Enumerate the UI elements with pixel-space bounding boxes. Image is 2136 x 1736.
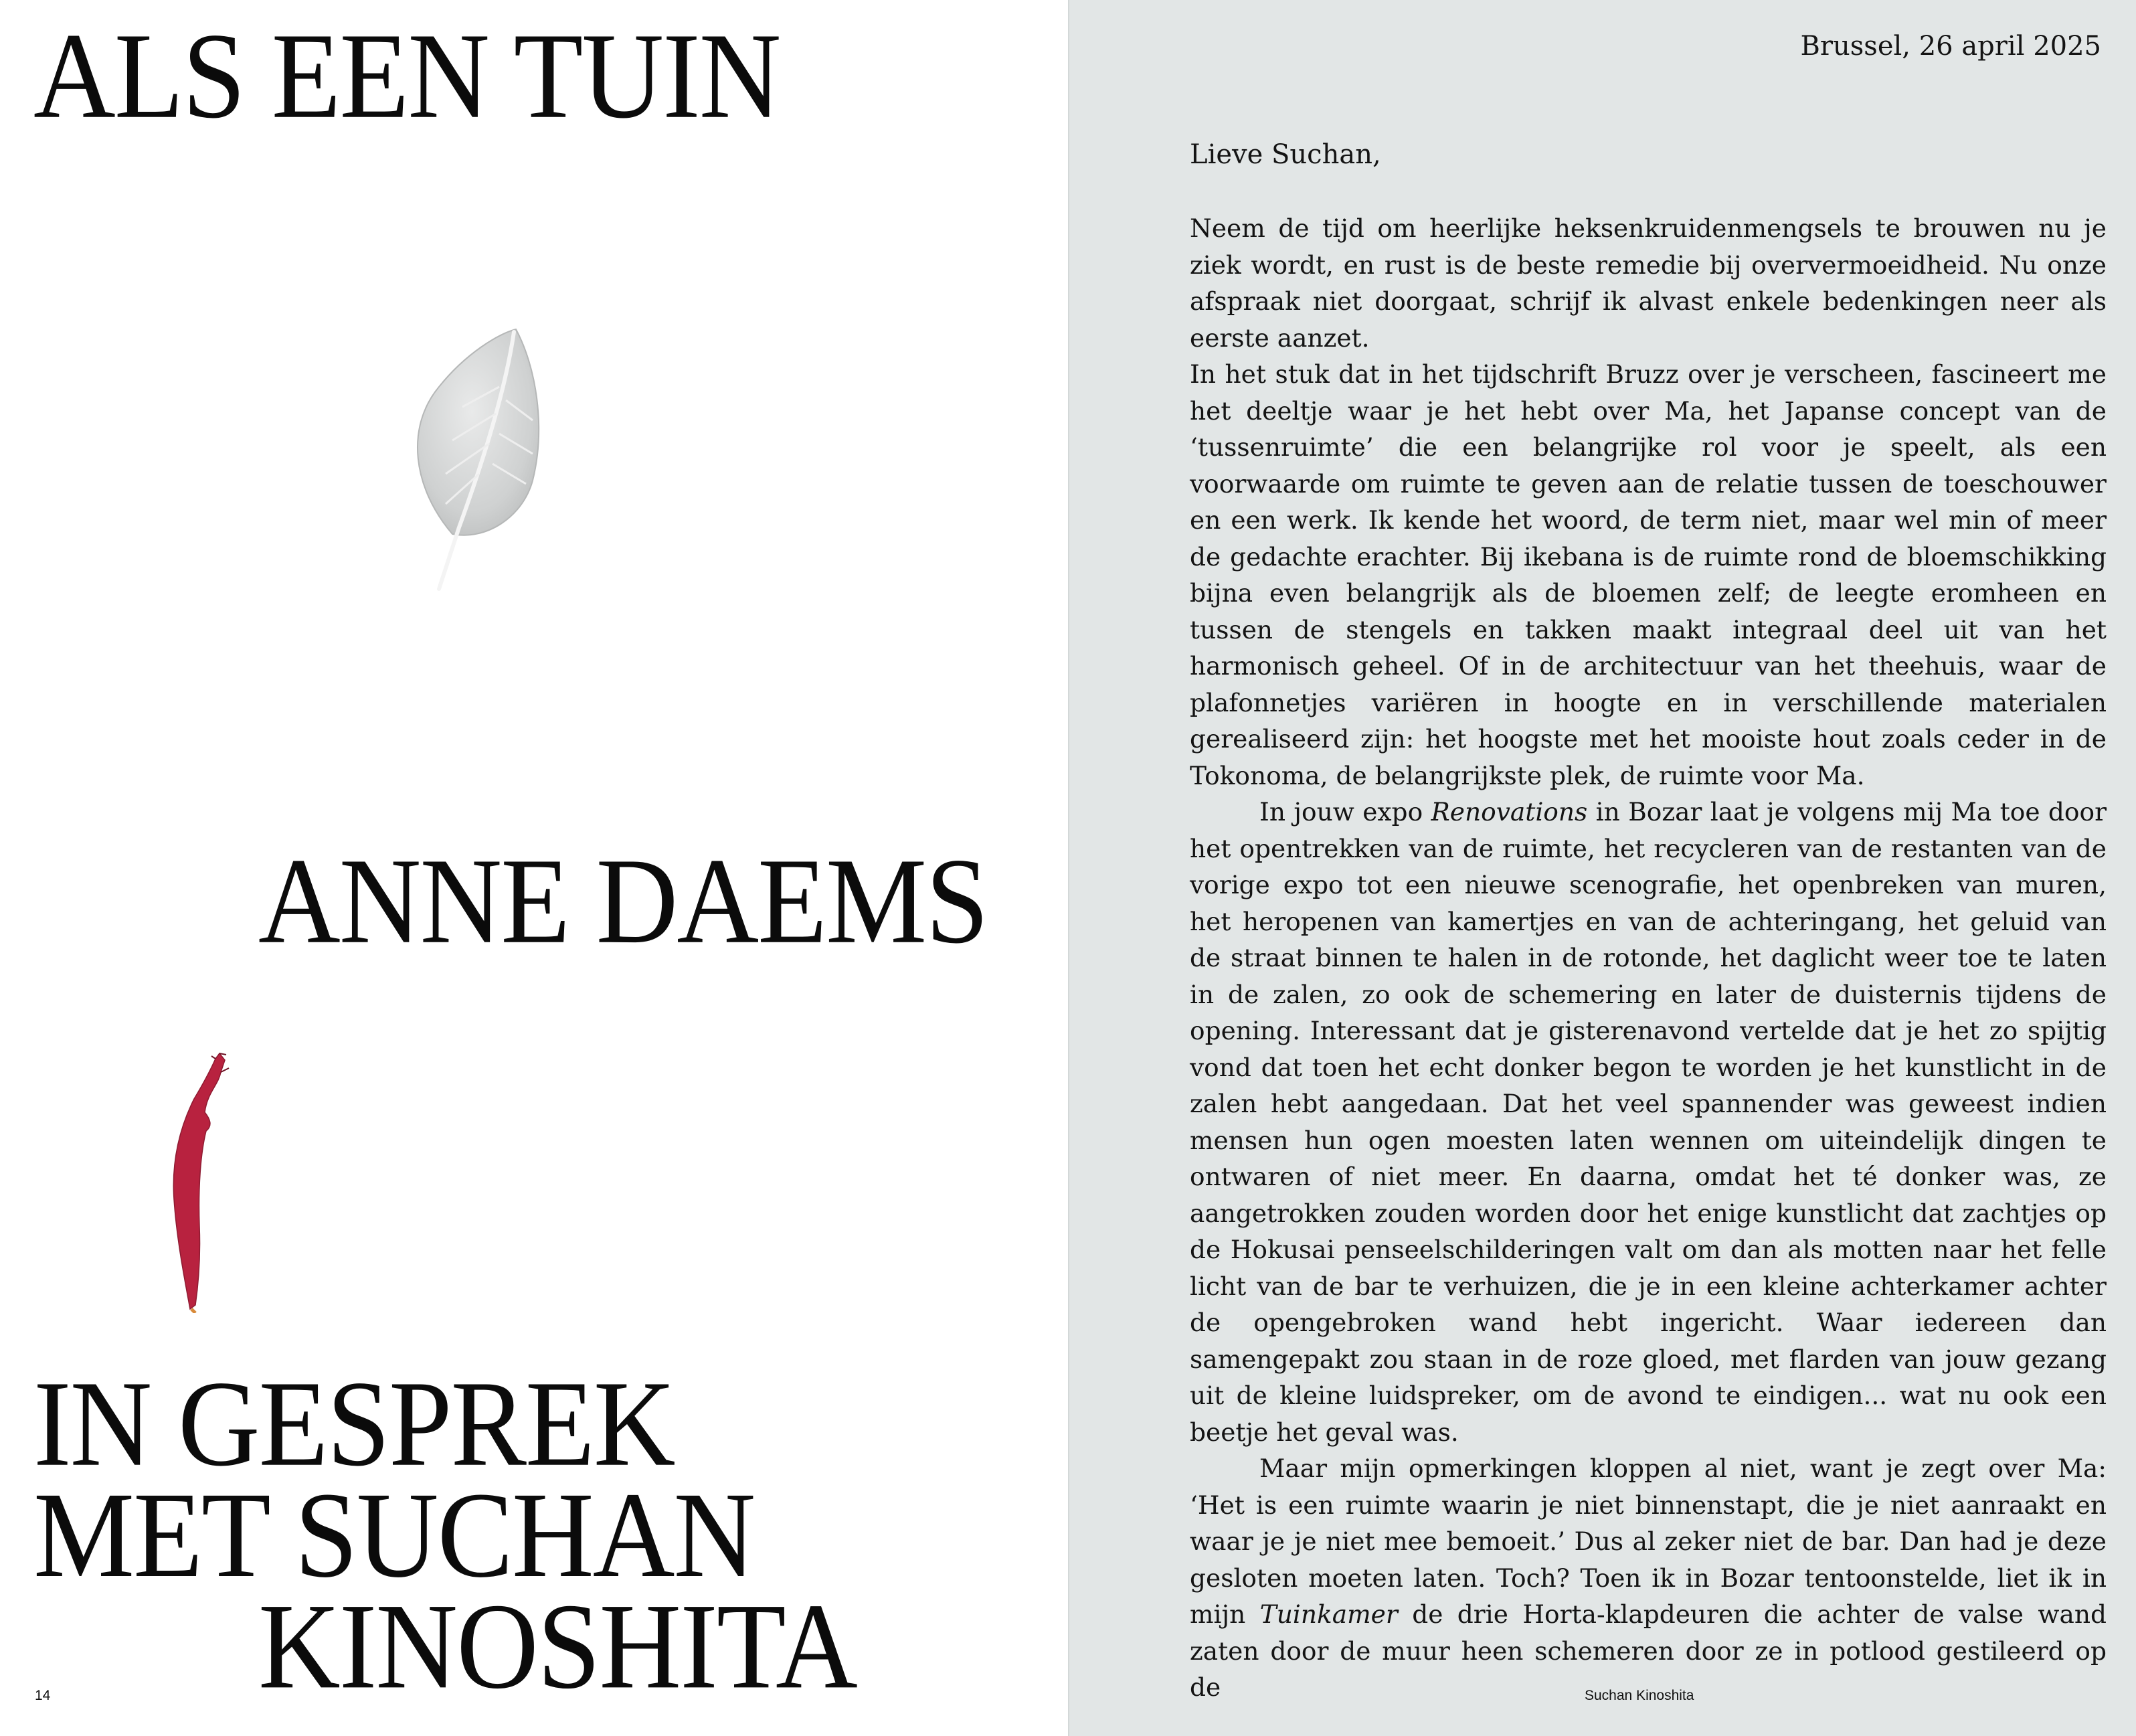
- article-subtitle: [33, 1355, 857, 1715]
- letter-paragraph: In het stuk dat in het tijdschrift Bruzz over je verscheen, fascineert me het deeltje waar je het hebt over Ma, het Japanse concept van de ‘tussenruimte’ die een belangrijke rol voor je speelt, als een voorwaarde om ruimte te geven aan de relatie tussen de toeschouwer en een werk. Ik kende het woord, de term niet, maar wel min of meer de gedachte erachter. Bij ikebana is de ruimte rond de bloemschikking bijna even belangrijk als de bloemen zelf; de leegte eromheen en tussen de stengels en takken maakt integraal deel uit van het harmonisch geheel. Of in de architectuur van het theehuis, waar de plafonnetjes variëren in hoogte en in verschillende materialen gerealiseerd zijn: het hoogste met het mooiste hout zoals ceder in de Tokonoma, de belangrijkste plek, de ruimte voor Ma.: [1190, 359, 2107, 790]
- subtitle-line: IN GESPREK: [33, 1355, 675, 1492]
- artwork-title: Tuinkamer: [1259, 1599, 1398, 1629]
- exhibition-title: Renovations: [1431, 797, 1588, 827]
- subtitle-line: KINOSHITA: [258, 1578, 857, 1715]
- letter-dateline: Brussel, 26 april 2025: [1800, 31, 2101, 62]
- running-footer: Suchan Kinoshita: [1585, 1688, 1694, 1703]
- petal-image: [154, 1052, 234, 1313]
- leaf-image: [399, 327, 573, 601]
- letter-paragraph: [1190, 1450, 2107, 1706]
- letter-paragraph: [1190, 794, 2107, 1450]
- paragraph-text: in Bozar laat je volgens mij Ma toe door het opentrekken van de ruimte, het recycleren van de restanten van de vorige expo tot een nieuwe scenografie, het openbreken van muren, het heropenen van kamertjes en van de achteringang, het geluid van de straat binnen te halen in de rotonde, het daglicht weer toe te laten in de zalen, zo ook de schemering en later de duisternis tijdens de opening. Interessant dat je gisterenavond vertelde dat je het zo spijtig vond dat toen het echt donker begon te worden je het kunstlicht in de zalen hebt aangedaan. Dat het veel spannender was geweest indien mensen hun ogen moesten laten wennen om uiteindelijk dingen te ontwaren of niet meer. En daarna, omdat het té donker was, ze aangetrokken zouden worden door het enige kunstlicht dat zachtjes op de Hokusai penseelschilderingen valt om dan als motten naar het felle licht van de bar te verhuizen, die je in een kleine achterkamer achter de opengebroken wand hebt ingericht. Waar iedereen dan samengepakt zou staan in de roze gloed, met flarden van jouw gezang uit de kleine luidspreker, om de avond te eindigen... wat nu ook een beetje het geval was.: [1190, 797, 2107, 1447]
- author-name: ANNE DAEMS: [258, 833, 988, 969]
- subtitle-line: MET SUCHAN: [33, 1466, 755, 1603]
- paragraph-text: In jouw expo: [1259, 797, 1431, 827]
- letter-salutation: Lieve Suchan,: [1190, 139, 1381, 170]
- article-title: ALS EEN TUIN: [33, 7, 780, 144]
- letter-body: [1190, 210, 2107, 1706]
- page-number: 14: [35, 1688, 51, 1703]
- paragraph-text: Maar mijn opmerkingen kloppen al niet, want je zegt over Ma: ‘Het is een ruimte waarin je niet binnenstapt, die je niet aanraakt en waar je je niet mee bemoeit.’ Dus al zeker niet de bar. Dan had je deze gesloten moeten laten. Toch? Toen ik in Bozar tentoonstelde, liet ik in mijn: [1190, 1454, 2107, 1629]
- paragraph-text: de drie Horta-klapdeuren die achter de valse wand zaten door de muur heen schemeren door ze in potlood gestileerd op de: [1190, 1599, 2107, 1702]
- letter-paragraph: Neem de tijd om heerlijke heksenkruidenmengsels te brouwen nu je ziek wordt, en rust is de beste remedie bij oververmoeidheid. Nu onze afspraak niet doorgaat, schrijf ik alvast enkele bedenkingen neer als eerste aanzet.: [1190, 213, 2107, 353]
